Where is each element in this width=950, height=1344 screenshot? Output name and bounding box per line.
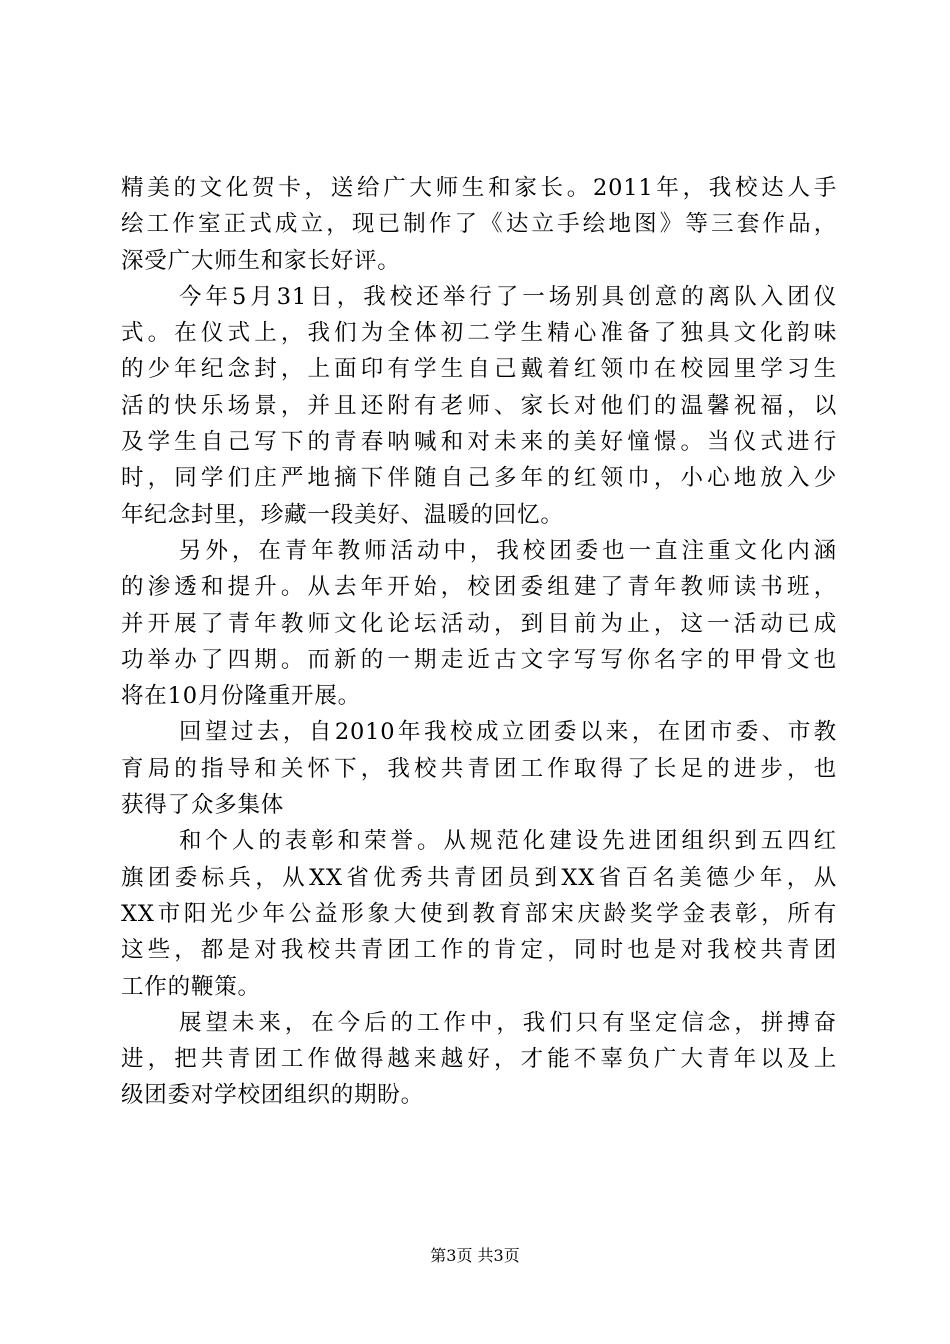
text-line: 将在10月份隆重开展。 (121, 683, 361, 710)
text-line: 另外，在青年教师活动中，我校团委也一直注重文化内涵 (179, 537, 837, 564)
text-line: 回望过去，自2010年我校成立团委以来，在团市委、市教 (179, 719, 837, 746)
text-line: 今年5月31日，我校还举行了一场别具创意的离队入团仪 (179, 283, 837, 310)
text-line: 工作的鞭策。 (121, 973, 261, 1000)
text-line: 式。在仪式上，我们为全体初二学生精心准备了独具文化韵味 (121, 320, 837, 347)
text-line: 精美的文化贺卡，送给广大师生和家长。2011年，我校达人手 (121, 175, 837, 201)
page-footer: 第3页 共3页 (430, 1246, 520, 1265)
text-line: 的渗透和提升。从去年开始，校团委组建了青年教师读书班， (121, 574, 837, 601)
text-line: 并开展了青年教师文化论坛活动，到目前为止，这一活动已成 (121, 610, 837, 637)
text-line: XX市阳光少年公益形象大使到教育部宋庆龄奖学金表彰，所有 (121, 900, 837, 927)
text-line: 绘工作室正式成立，现已制作了《达立手绘地图》等三套作品， (121, 211, 837, 238)
text-line: 进，把共青团工作做得越来越好，才能不辜负广大青年以及上 (121, 1046, 837, 1073)
text-line: 活的快乐场景，并且还附有老师、家长对他们的温馨祝福，以 (121, 392, 837, 419)
text-line: 功举办了四期。而新的一期走近古文字写写你名字的甲骨文也 (121, 646, 837, 673)
text-line: 时，同学们庄严地摘下伴随自己多年的红领巾，小心地放入少 (121, 465, 837, 492)
text-line: 级团委对学校团组织的期盼。 (121, 1082, 424, 1109)
text-line: 育局的指导和关怀下，我校共青团工作取得了长足的进步，也 (121, 755, 837, 782)
text-line: 这些，都是对我校共青团工作的肯定，同时也是对我校共青团 (121, 937, 837, 964)
document-body (121, 170, 837, 1114)
text-line: 深受广大师生和家长好评。 (121, 247, 401, 274)
text-line: 及学生自己写下的青春呐喊和对未来的美好憧憬。当仪式进行 (121, 429, 837, 456)
text-line: 的少年纪念封，上面印有学生自己戴着红领巾在校园里学习生 (121, 356, 837, 383)
text-line: 旗团委标兵，从XX省优秀共青团员到XX省百名美德少年，从 (121, 864, 837, 891)
text-line: 和个人的表彰和荣誉。从规范化建设先进团组织到五四红 (179, 828, 837, 855)
text-line: 获得了众多集体 (121, 792, 285, 819)
text-line: 展望未来，在今后的工作中，我们只有坚定信念，拼搏奋 (179, 1009, 837, 1036)
text-line: 年纪念封里，珍藏一段美好、温暖的回忆。 (121, 501, 564, 528)
